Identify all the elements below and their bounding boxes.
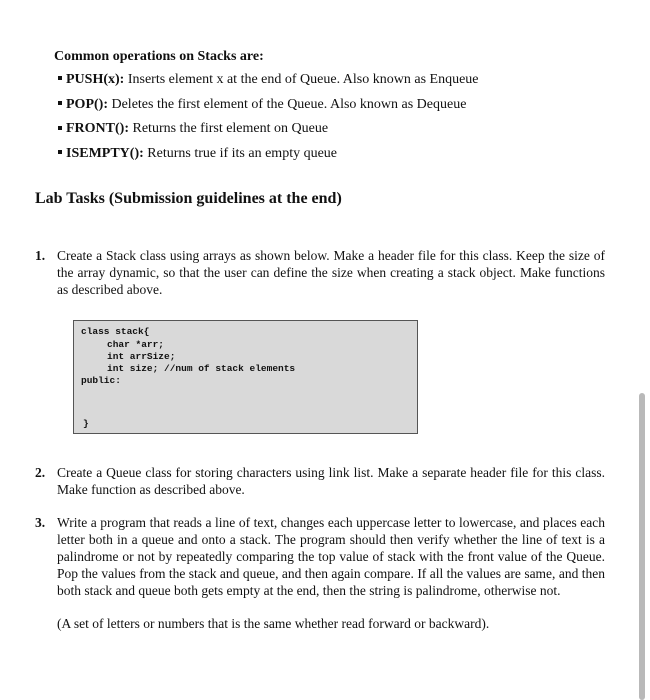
operations-heading: Common operations on Stacks are: [54,49,264,64]
bullet-icon [58,101,62,105]
operation-name: POP(): [66,96,108,112]
task-text: Write a program that reads a line of text, changes each uppercase letter to lowercase, and places each letter both in a queue and onto a stack. The program should then verify whether the line of text is a palindrome or not by repeatedly comparing the top value of stack with the front value of the Queue. Pop the values from the stack and queue, and then again compare. If all the values are same, and then both stack and queue both gets empty at the end, then the string is palindrome, otherwise not. [57,515,605,598]
task-note: (A set of letters or numbers that is the same whether read forward or backward). [57,616,490,631]
operation-name: PUSH(x): [66,72,125,87]
bullet-icon [58,76,62,80]
operation-desc: Returns the first element on Queue [129,121,329,137]
operation-name: FRONT(): [66,121,129,137]
operation-name: ISEMPTY(): [66,146,144,162]
code-line: class stack{ [81,326,150,337]
task-text: Create a Queue class for storing characters using link list. Make a separate header file for this class. Make function as described above. [57,465,605,497]
code-line: } [83,418,89,429]
code-snippet [73,320,418,434]
list-item [58,96,479,121]
bullet-icon [58,150,62,154]
list-item [58,120,479,145]
operations-list [58,71,479,170]
operation-desc: Inserts element x at the end of Queue. Also known as Enqueue [124,72,479,87]
code-line: int size; //num of stack elements [107,363,296,374]
task-2 [35,464,605,498]
lab-tasks-heading: Lab Tasks (Submission guidelines at the end) [35,190,342,207]
code-line: int arrSize; [107,351,176,362]
task-text: Create a Stack class using arrays as shown below. Make a header file for this class. Keep the size of the array dynamic, so that the user can define the size when creating a stack object. Make functions as described above. [57,248,605,297]
operation-desc: Returns true if its an empty queue [143,146,338,162]
code-line: char *arr; [107,339,165,350]
task-3 [35,514,605,632]
code-line: public: [81,375,121,386]
task-number: 2. [35,465,46,480]
bullet-icon [58,126,62,130]
list-item [58,71,479,96]
list-item [58,145,479,170]
task-1 [35,247,605,298]
vertical-scrollbar[interactable] [639,393,645,700]
task-number: 1. [35,248,46,263]
task-number: 3. [35,515,46,530]
operation-desc: Deletes the first element of the Queue. Also known as Dequeue [107,96,467,112]
